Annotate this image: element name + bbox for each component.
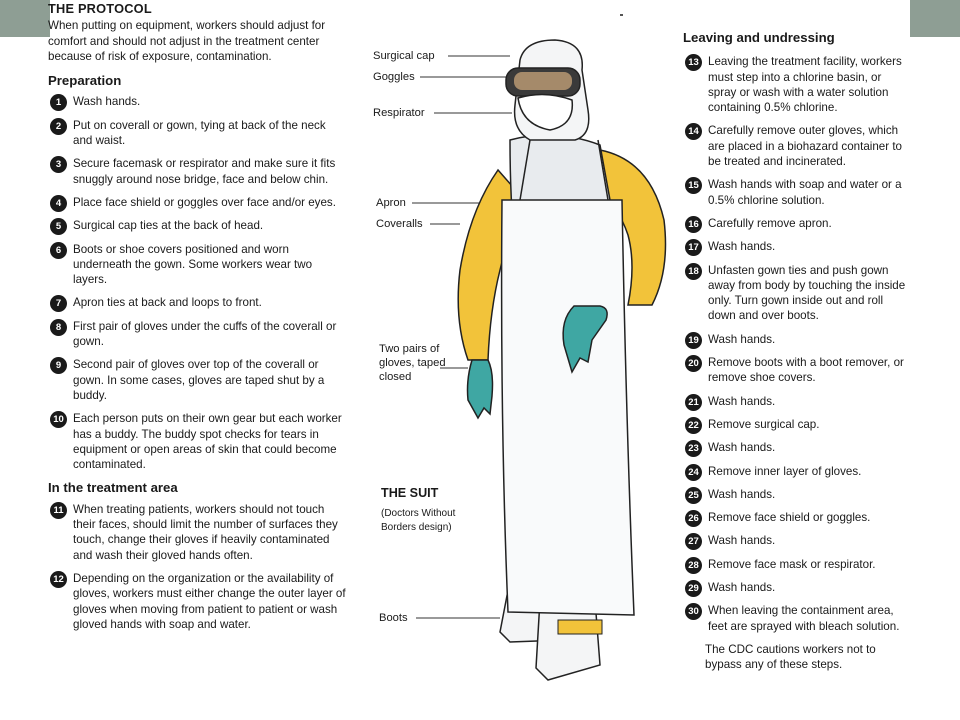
step-item xyxy=(48,242,348,288)
step-item xyxy=(683,216,911,231)
step-number-badge: 7 xyxy=(50,295,67,312)
step-item xyxy=(48,411,348,472)
step-item xyxy=(683,533,911,548)
step-number-badge: 23 xyxy=(685,440,702,457)
step-item xyxy=(48,156,348,187)
protocol-title: THE PROTOCOL xyxy=(48,1,152,16)
label-goggles: Goggles xyxy=(373,71,415,83)
step-item xyxy=(48,571,348,632)
suit-figure xyxy=(360,0,680,720)
step-item xyxy=(48,195,348,210)
step-item xyxy=(48,357,348,403)
corner-accent-right xyxy=(910,0,960,37)
step-number-badge: 15 xyxy=(685,177,702,194)
label-respirator: Respirator xyxy=(373,107,425,119)
step-item xyxy=(683,580,911,595)
step-number-badge: 6 xyxy=(50,242,67,259)
step-item xyxy=(683,263,911,324)
label-apron: Apron xyxy=(376,197,406,209)
corner-accent-left xyxy=(0,0,50,37)
step-item xyxy=(683,177,911,208)
protocol-column xyxy=(48,0,348,640)
step-text: Surgical cap ties at the back of head. xyxy=(73,219,264,233)
step-item xyxy=(48,94,348,109)
suit-subtitle: (Doctors Without Borders design) xyxy=(381,508,456,533)
step-item xyxy=(683,355,911,386)
step-item xyxy=(683,464,911,479)
suit-title: THE SUIT xyxy=(381,486,439,500)
step-text: First pair of gloves under the cuffs of the coverall or gown. xyxy=(73,319,337,349)
step-text: Depending on the organization or the availability of gloves, workers must either change the outer layer of gloves when moving from patient to patient or wash gloved hands with soap and water. xyxy=(73,571,346,631)
step-text: Wash hands. xyxy=(708,487,776,501)
step-text: Remove face shield or goggles. xyxy=(708,511,871,525)
step-item xyxy=(683,417,911,432)
step-text: Unfasten gown ties and push gown away from body by touching the inside only. Turn gown inside out and roll down and over boots. xyxy=(708,263,906,323)
step-number-badge: 24 xyxy=(685,464,702,481)
label-surgical-cap: Surgical cap xyxy=(373,50,435,62)
step-text: Boots or shoe covers positioned and worn underneath the gown. Some workers wear two layers. xyxy=(73,242,313,287)
step-number-badge: 21 xyxy=(685,394,702,411)
step-number-badge: 27 xyxy=(685,533,702,550)
step-text: Secure facemask or respirator and make sure it fits snuggly around nose bridge, face and below chin. xyxy=(73,157,336,186)
step-number-badge: 9 xyxy=(50,357,67,374)
step-text: Wash hands. xyxy=(708,581,776,595)
step-text: Leaving the treatment facility, workers must step into a chlorine basin, or spray or wash with a water solution containing 0.5% chlorine. xyxy=(708,55,902,115)
step-item xyxy=(683,394,911,409)
step-item xyxy=(683,239,911,254)
step-item xyxy=(683,123,911,169)
step-text: When treating patients, workers should not touch their faces, should limit the number of surfaces they touch, change their gloves if heavily contaminated and wash their gloved hands often. xyxy=(73,502,338,562)
step-number-badge: 11 xyxy=(50,502,67,519)
step-text: Each person puts on their own gear but each worker has a buddy. The buddy spot checks for tears in equipment or open areas of skin that could become contaminated. xyxy=(73,412,342,472)
step-number-badge: 12 xyxy=(50,571,67,588)
step-text: Place face shield or goggles over face and/or eyes. xyxy=(73,195,336,209)
step-item xyxy=(48,319,348,350)
step-item xyxy=(48,118,348,149)
step-item xyxy=(683,332,911,347)
step-text: Remove boots with a boot remover, or remove shoe covers. xyxy=(708,356,904,385)
step-text: Remove surgical cap. xyxy=(708,417,820,431)
step-item xyxy=(683,440,911,455)
label-boots: Boots xyxy=(379,612,408,624)
step-number-badge: 26 xyxy=(685,510,702,527)
step-number-badge: 30 xyxy=(685,603,702,620)
step-text: Wash hands. xyxy=(708,332,776,346)
step-number-badge: 18 xyxy=(685,263,702,280)
step-number-badge: 8 xyxy=(50,319,67,336)
step-number-badge: 17 xyxy=(685,239,702,256)
step-number-badge: 4 xyxy=(50,195,67,212)
step-text: Remove face mask or respirator. xyxy=(708,557,876,571)
step-number-badge: 28 xyxy=(685,557,702,574)
step-number-badge: 1 xyxy=(50,94,67,111)
step-text: Remove inner layer of gloves. xyxy=(708,464,862,478)
step-number-badge: 29 xyxy=(685,580,702,597)
step-number-badge: 10 xyxy=(50,411,67,428)
protocol-intro: When putting on equipment, workers should adjust for comfort and should not adjust in the treatment center because of risk of exposure, contamination. xyxy=(48,19,326,63)
step-item xyxy=(48,502,348,563)
step-text: Wash hands. xyxy=(708,394,776,408)
step-number-badge: 2 xyxy=(50,118,67,135)
cdc-note: The CDC cautions workers not to bypass any of these steps. xyxy=(705,642,876,672)
leaving-list xyxy=(683,54,911,634)
step-number-badge: 3 xyxy=(50,156,67,173)
preparation-list xyxy=(48,94,348,472)
step-item xyxy=(683,557,911,572)
step-item xyxy=(683,487,911,502)
treatment-list xyxy=(48,502,348,632)
step-number-badge: 25 xyxy=(685,487,702,504)
step-number-badge: 22 xyxy=(685,417,702,434)
label-coveralls: Coveralls xyxy=(376,218,423,230)
step-text: Second pair of gloves over top of the coverall or gown. In some cases, gloves are taped shut by a buddy. xyxy=(73,358,325,402)
step-item xyxy=(683,603,911,634)
step-text: When leaving the containment area, feet are sprayed with bleach solution. xyxy=(708,604,900,633)
step-text: Wash hands with soap and water or a 0.5% chlorine solution. xyxy=(708,178,902,207)
step-number-badge: 5 xyxy=(50,218,67,235)
treatment-heading: In the treatment area xyxy=(48,480,178,496)
step-number-badge: 16 xyxy=(685,216,702,233)
step-item xyxy=(683,54,911,115)
step-text: Carefully remove outer gloves, which are placed in a biohazard container to be treated and incinerated. xyxy=(708,124,903,169)
label-gloves: Two pairs of gloves, taped closed xyxy=(379,343,446,383)
leaving-column xyxy=(683,30,911,673)
preparation-heading: Preparation xyxy=(48,73,122,89)
step-number-badge: 19 xyxy=(685,332,702,349)
step-text: Carefully remove apron. xyxy=(708,216,832,230)
step-text: Wash hands. xyxy=(708,534,776,548)
step-number-badge: 20 xyxy=(685,355,702,372)
step-text: Apron ties at back and loops to front. xyxy=(73,296,262,310)
step-number-badge: 14 xyxy=(685,123,702,140)
step-text: Wash hands. xyxy=(73,95,141,109)
step-text: Wash hands. xyxy=(708,441,776,455)
step-number-badge: 13 xyxy=(685,54,702,71)
step-text: Put on coverall or gown, tying at back of the neck and waist. xyxy=(73,118,326,148)
step-item xyxy=(48,218,348,233)
step-item xyxy=(48,295,348,310)
leaving-heading: Leaving and undressing xyxy=(683,30,835,45)
step-item xyxy=(683,510,911,525)
step-text: Wash hands. xyxy=(708,240,776,254)
